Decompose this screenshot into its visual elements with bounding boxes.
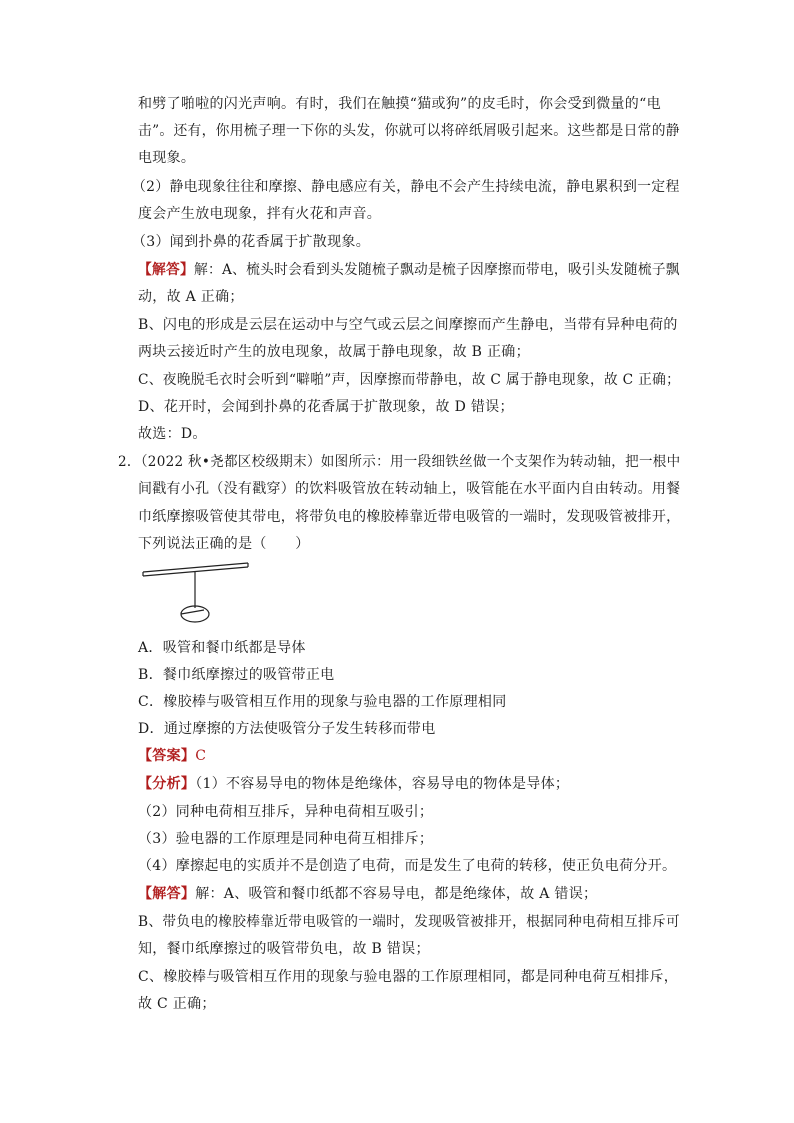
question-number: 2． xyxy=(118,454,141,470)
analysis-tag: 【分析】 xyxy=(138,776,196,792)
solution-tag: 【解答】 xyxy=(138,262,194,278)
text-line: 知，餐巾纸摩擦过的吸管带负电，故 B 错误； xyxy=(138,941,430,957)
option-a: A．吸管和餐巾纸都是导体 xyxy=(138,640,306,656)
solution-line: 【解答】解：A、吸管和餐巾纸都不容易导电，都是绝缘体，故 A 错误； xyxy=(138,886,598,902)
answer-line: 【答案】C xyxy=(138,748,207,764)
text-line: 动，故 A 正确； xyxy=(138,289,244,305)
text-line: 度会产生放电现象，拌有火花和声音。 xyxy=(138,206,382,222)
text-line: （4）摩擦起电的实质并不是创造了电荷，而是发生了电荷的转移，使正负电荷分开。 xyxy=(138,858,677,874)
text-line: C、夜晚脱毛衣时会听到“噼啪”声，因摩擦而带静电，故 C 属于静电现象，故 C 正确； xyxy=(138,372,681,388)
solution-tag: 【解答】 xyxy=(138,886,196,902)
straw-top-edge xyxy=(143,563,248,572)
text-line: B、闪电的形成是云层在运动中与空气或云层之间摩擦而产生静电，当带有异种电荷的 xyxy=(138,317,678,333)
text-line: 和劈了啪啦的闪光声响。有时，我们在触摸“猫或狗”的皮毛时，你会受到微量的“电 xyxy=(138,96,661,112)
option-c: C．橡胶棒与吸管相互作用的现象与验电器的工作原理相同 xyxy=(138,694,507,710)
text-line: D、花开时，会闻到扑鼻的花香属于扩散现象，故 D 错误； xyxy=(138,399,514,415)
text-line: 巾纸摩擦吸管使其带电，将带负电的橡胶棒靠近带电吸管的一端时，发现吸管被排开， xyxy=(138,509,681,525)
text-line: （3）闻到扑鼻的花香属于扩散现象。 xyxy=(132,234,371,250)
answer-tag: 【答案】 xyxy=(138,748,196,764)
option-b: B．餐巾纸摩擦过的吸管带正电 xyxy=(138,667,335,683)
text-line: 两块云接近时产生的放电现象，故属于静电现象，故 B 正确； xyxy=(138,344,530,360)
text-line: 故选：D。 xyxy=(138,426,207,442)
straw-pivot-figure xyxy=(138,560,258,628)
option-d: D．通过摩擦的方法使吸管分子发生转移而带电 xyxy=(138,721,436,737)
solution-line: 【解答】解：A、梳头时会看到头发随梳子飘动是梳子因摩擦而带电，吸引头发随梳子飘 xyxy=(138,262,680,278)
text-line: （3）验电器的工作原理是同种电荷互相排斥； xyxy=(138,831,434,847)
text-line: 击”。还有，你用梳子理一下你的头发，你就可以将碎纸屑吸引起来。这些都是日常的静 xyxy=(138,123,680,139)
question-line: 2．（2022 秋•尧都区校级期末）如图所示：用一段细铁丝做一个支架作为转动轴，把一根中 xyxy=(118,454,681,470)
text-line: 故 C 正确； xyxy=(138,996,216,1012)
text-line: B、带负电的橡胶棒靠近带电吸管的一端时，发现吸管被排开，根据同种电荷相互排斥可 xyxy=(138,914,680,930)
analysis-line: 【分析】（1）不容易导电的物体是绝缘体，容易导电的物体是导体； xyxy=(138,776,570,792)
text-line: （2）静电现象往往和摩擦、静电感应有关，静电不会产生持续电流，静电累积到一定程 xyxy=(132,179,680,195)
pivot-base xyxy=(181,606,209,622)
text-line: 下列说法正确的是（ ） xyxy=(138,536,310,552)
text-line: 间戳有小孔（没有戳穿）的饮料吸管放在转动轴上，吸管能在水平面内自由转动。用餐 xyxy=(138,481,681,497)
text-line: （2）同种电荷相互排斥，异种电荷相互吸引； xyxy=(138,804,434,820)
text-line: 电现象。 xyxy=(138,150,196,166)
text-line: C、橡胶棒与吸管相互作用的现象与验电器的工作原理相同，都是同种电荷互相排斥， xyxy=(138,969,679,985)
